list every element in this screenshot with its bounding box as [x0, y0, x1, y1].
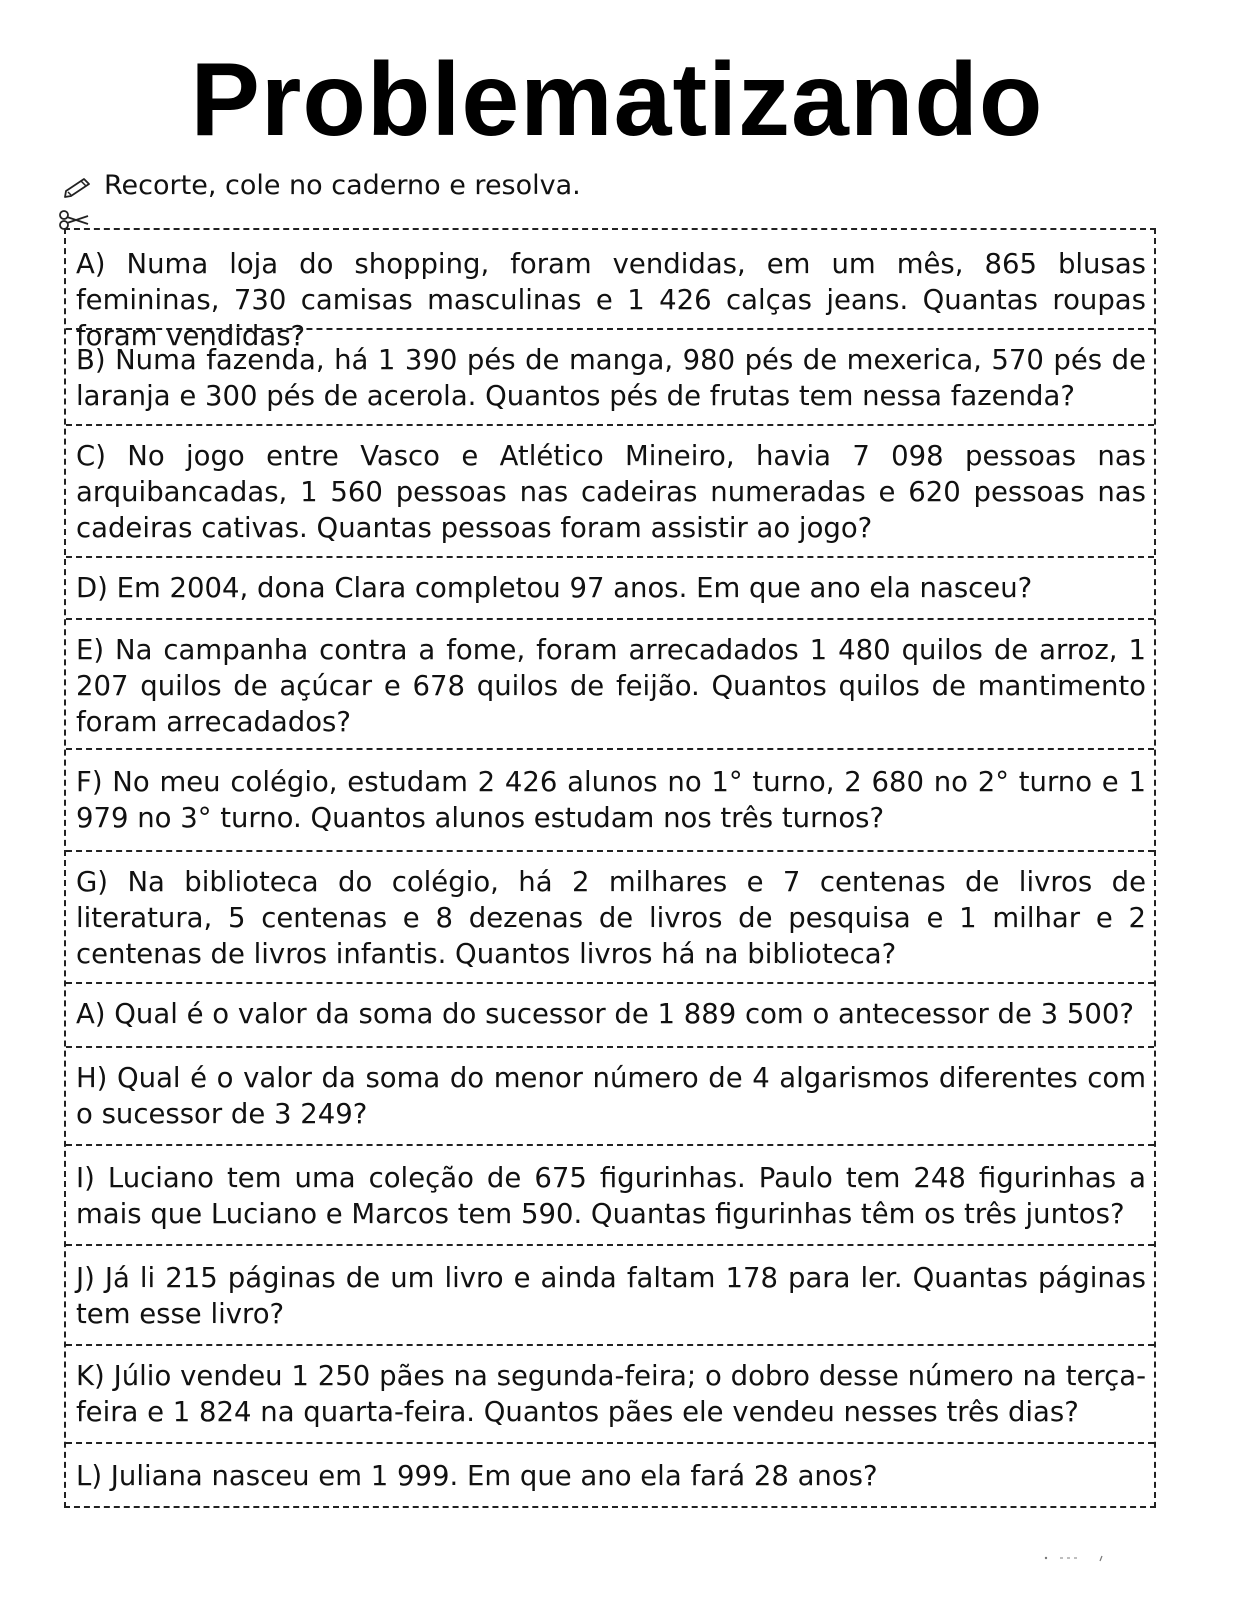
page-title: Problematizando	[190, 42, 1044, 158]
problem-k	[76, 1358, 1146, 1430]
problem-e-text: E) Na campanha contra a fome, foram arrecadados 1 480 quilos de arroz, 1 207 quilos de açúcar e 678 quilos de feijão. Quantos quilos de mantimento foram arrecadados?	[76, 634, 1146, 738]
problem-l-text: L) Juliana nasceu em 1 999. Em que ano ela fará 28 anos?	[76, 1460, 878, 1492]
problem-a-text: A) Numa loja do shopping, foram vendidas, em um mês, 865 blusas femininas, 730 camisas masculinas e 1 426 calças jeans. Quantas roupas foram vendidas?	[76, 248, 1146, 352]
scan-mark	[1040, 1554, 1110, 1562]
problem-b-text: B) Numa fazenda, há 1 390 pés de manga, 980 pés de mexerica, 570 pés de laranja e 300 pés de acerola. Quantos pés de frutas tem nessa fazenda?	[76, 344, 1146, 412]
problem-i-text: I) Luciano tem uma coleção de 675 figurinhas. Paulo tem 248 figurinhas a mais que Luciano e Marcos tem 590. Quantas figurinhas têm os três juntos?	[76, 1162, 1146, 1230]
problem-j-text: J) Já li 215 páginas de um livro e ainda faltam 178 para ler. Quantas páginas tem esse livro?	[76, 1262, 1146, 1330]
problem-c-text: C) No jogo entre Vasco e Atlético Mineiro, havia 7 098 pessoas nas arquibancadas, 1 560 pessoas nas cadeiras numeradas e 620 pessoas nas cadeiras cativas. Quantas pessoas foram assistir ao jogo?	[76, 440, 1146, 544]
problem-f-text: F) No meu colégio, estudam 2 426 alunos no 1° turno, 2 680 no 2° turno e 1 979 no 3° turno. Quantos alunos estudam nos três turnos?	[76, 766, 1146, 834]
problem-d	[76, 570, 1146, 606]
problem-h	[76, 1060, 1146, 1132]
problem-j	[76, 1260, 1146, 1332]
cut-line	[66, 1244, 1154, 1246]
instruction	[62, 168, 581, 204]
instruction-text: Recorte, cole no caderno e resolva.	[104, 170, 581, 201]
problem-g-text: G) Na biblioteca do colégio, há 2 milhares e 7 centenas de livros de literatura, 5 centenas e 8 dezenas de livros de pesquisa e 1 milhar e 2 centenas de livros infantis. Quantos livros há na biblioteca?	[76, 866, 1146, 970]
problem-b	[76, 342, 1146, 414]
problem-k-text: K) Júlio vendeu 1 250 pães na segunda-feira; o dobro desse número na terça-feira e 1 824 na quarta-feira. Quantos pães ele vendeu nesses três dias?	[76, 1360, 1146, 1428]
cut-line	[66, 1144, 1154, 1146]
cut-line	[66, 328, 1154, 330]
pencil-icon	[62, 174, 94, 198]
cut-line	[66, 618, 1154, 620]
problem-d-text: D) Em 2004, dona Clara completou 97 anos. Em que ano ela nasceu?	[76, 572, 1033, 604]
cut-line	[66, 1344, 1154, 1346]
cut-line	[66, 556, 1154, 558]
problem-a	[76, 246, 1146, 354]
problem-i	[76, 1160, 1146, 1232]
cut-line	[66, 850, 1154, 852]
problem-a2	[76, 996, 1146, 1032]
problem-g	[76, 864, 1146, 972]
cut-line	[66, 1046, 1154, 1048]
problem-h-text: H) Qual é o valor da soma do menor número de 4 algarismos diferentes com o sucessor de 3 249?	[76, 1062, 1146, 1130]
problem-box	[64, 228, 1156, 1508]
problem-e	[76, 632, 1146, 740]
cut-line	[66, 982, 1154, 984]
cut-line	[66, 424, 1154, 426]
problem-c	[76, 438, 1146, 546]
problem-f	[76, 764, 1146, 836]
problem-a2-text: A) Qual é o valor da soma do sucessor de 1 889 com o antecessor de 3 500?	[76, 998, 1134, 1030]
problem-l	[76, 1458, 1146, 1494]
cut-line	[66, 1442, 1154, 1444]
cut-line	[66, 748, 1154, 750]
